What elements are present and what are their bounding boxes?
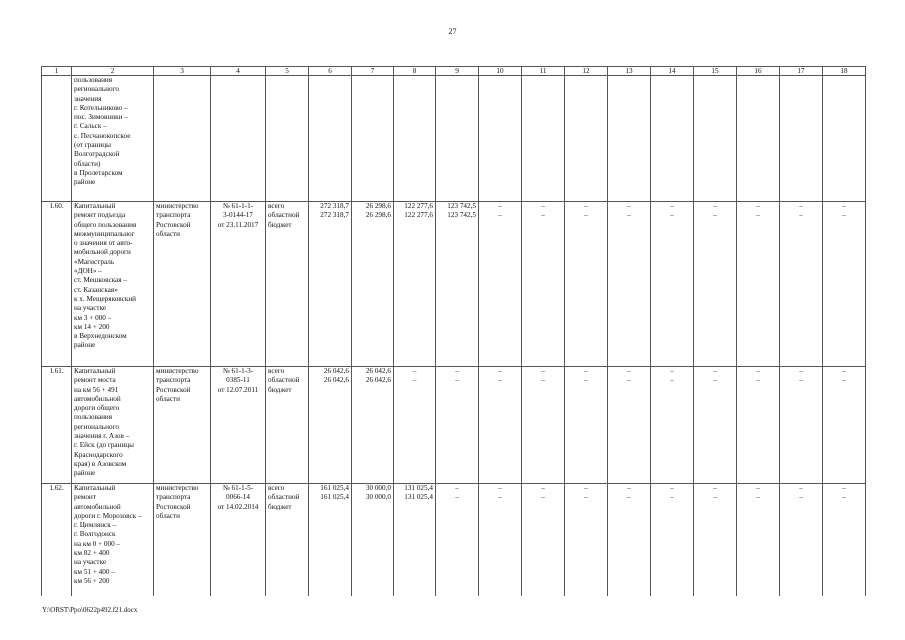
value-cell: – – xyxy=(694,484,737,597)
value-cell: – – xyxy=(694,202,737,367)
funding-source-cell: всего областной бюджет xyxy=(266,367,309,484)
item-number: 1.62. xyxy=(42,484,72,597)
value-cell: – – xyxy=(479,484,522,597)
value-cell: 131 025,4 131 025,4 xyxy=(394,484,436,597)
column-number: 8 xyxy=(394,67,436,76)
value-cell: – – xyxy=(522,202,565,367)
total-cost-cell: 26 042,6 26 042,6 xyxy=(309,367,352,484)
total-cost-cell: 161 025,4 161 025,4 xyxy=(309,484,352,597)
value-cell: – – xyxy=(823,367,866,484)
column-number: 1 xyxy=(42,67,72,76)
page-number: 27 xyxy=(448,27,457,36)
column-number: 3 xyxy=(154,67,211,76)
customer-cell: министерство транспорта Ростовской области xyxy=(154,484,211,597)
column-number: 15 xyxy=(694,67,737,76)
value-cell: – – xyxy=(522,484,565,597)
value-cell: 122 277,6 122 277,6 xyxy=(394,202,436,367)
column-number: 13 xyxy=(608,67,651,76)
table-row-continued xyxy=(42,76,866,202)
value-cell: 123 742,5 123 742,5 xyxy=(436,202,479,367)
file-path-footer: Y:\ORST\Ppo\0622p492.f21.docx xyxy=(42,606,138,614)
table-row xyxy=(42,484,866,597)
value-cell: – – xyxy=(651,202,694,367)
value-cell: – – xyxy=(565,484,608,597)
value-cell: – – xyxy=(780,202,823,367)
customer-cell: министерство транспорта Ростовской области xyxy=(154,202,211,367)
value-cell: – – xyxy=(737,202,780,367)
column-number: 2 xyxy=(72,67,154,76)
value-cell: – – xyxy=(694,367,737,484)
customer-cell: министерство транспорта Ростовской области xyxy=(154,367,211,484)
value-cell: – – xyxy=(608,484,651,597)
expertise-number-cell: № 61-1-3- 0385-11 от 12.07.2011 xyxy=(211,367,266,484)
value-cell: – – xyxy=(436,367,479,484)
value-cell: – – xyxy=(565,367,608,484)
value-cell: – – xyxy=(737,484,780,597)
column-number: 5 xyxy=(266,67,309,76)
value-cell: – – xyxy=(394,367,436,484)
column-number: 9 xyxy=(436,67,479,76)
total-cost-cell: 272 318,7 272 318,7 xyxy=(309,202,352,367)
value-cell: – – xyxy=(608,367,651,484)
object-name-cell: Капитальный ремонт подъезда общего пользования межмуниципальног о значения от авто- мобильной дороги «Магистраль «ДОН» – ст. Мешковская – ст. Казанская» к х. Мещеряковский на участке км 3 + 000 – км 14 + 200 в Верхнедонском районе xyxy=(72,202,154,367)
value-cell: – – xyxy=(522,367,565,484)
data-table xyxy=(41,66,866,596)
value-cell: – – xyxy=(651,367,694,484)
table-row xyxy=(42,367,866,484)
value-cell: 26 042,6 26 042,6 xyxy=(352,367,394,484)
object-name-cell: Капитальный ремонт автомобильной дороги г. Морозовск – г. Цимлянск – г. Волгодонск на км 0 + 000 – км 82 + 400 на участке км 51 + 400 – км 56 + 200 xyxy=(72,484,154,597)
value-cell: – – xyxy=(737,367,780,484)
column-number: 12 xyxy=(565,67,608,76)
column-number-row xyxy=(42,67,866,76)
value-cell: – – xyxy=(651,484,694,597)
column-number: 7 xyxy=(352,67,394,76)
value-cell: – – xyxy=(479,202,522,367)
value-cell: – – xyxy=(565,202,608,367)
funding-source-cell: всего областной бюджет xyxy=(266,202,309,367)
funding-source-cell: всего областной бюджет xyxy=(266,484,309,597)
column-number: 10 xyxy=(479,67,522,76)
object-name-cell: Капитальный ремонт моста на км 56 + 491 автомобильной дороги общего пользования регионального значения г. Азов – г. Ейск (до границы Краснодарского края) в Азовском районе xyxy=(72,367,154,484)
column-number: 11 xyxy=(522,67,565,76)
expertise-number-cell: № 61-1-1- 3-0144-17 от 23.11.2017 xyxy=(211,202,266,367)
value-cell: – – xyxy=(479,367,522,484)
value-cell: 26 298,6 26 298,6 xyxy=(352,202,394,367)
value-cell: – – xyxy=(823,202,866,367)
column-number: 6 xyxy=(309,67,352,76)
value-cell: 30 000,0 30 000,0 xyxy=(352,484,394,597)
column-number: 4 xyxy=(211,67,266,76)
column-number: 14 xyxy=(651,67,694,76)
item-number: 1.61. xyxy=(42,367,72,484)
object-name-cell: пользования регионального значения г. Котельниково – пос. Зимовники – г. Сальск – с. Песчанокопское (от границы Волгоградской области) в Пролетарском районе xyxy=(72,76,154,202)
value-cell: – – xyxy=(780,484,823,597)
item-number: 1.60. xyxy=(42,202,72,367)
column-number: 18 xyxy=(823,67,866,76)
table-row xyxy=(42,202,866,367)
expertise-number-cell: № 61-1-5- 0066-14 от 14.02.2014 xyxy=(211,484,266,597)
value-cell: – – xyxy=(436,484,479,597)
value-cell: – – xyxy=(823,484,866,597)
column-number: 16 xyxy=(737,67,780,76)
column-number: 17 xyxy=(780,67,823,76)
value-cell: – – xyxy=(780,367,823,484)
value-cell: – – xyxy=(608,202,651,367)
